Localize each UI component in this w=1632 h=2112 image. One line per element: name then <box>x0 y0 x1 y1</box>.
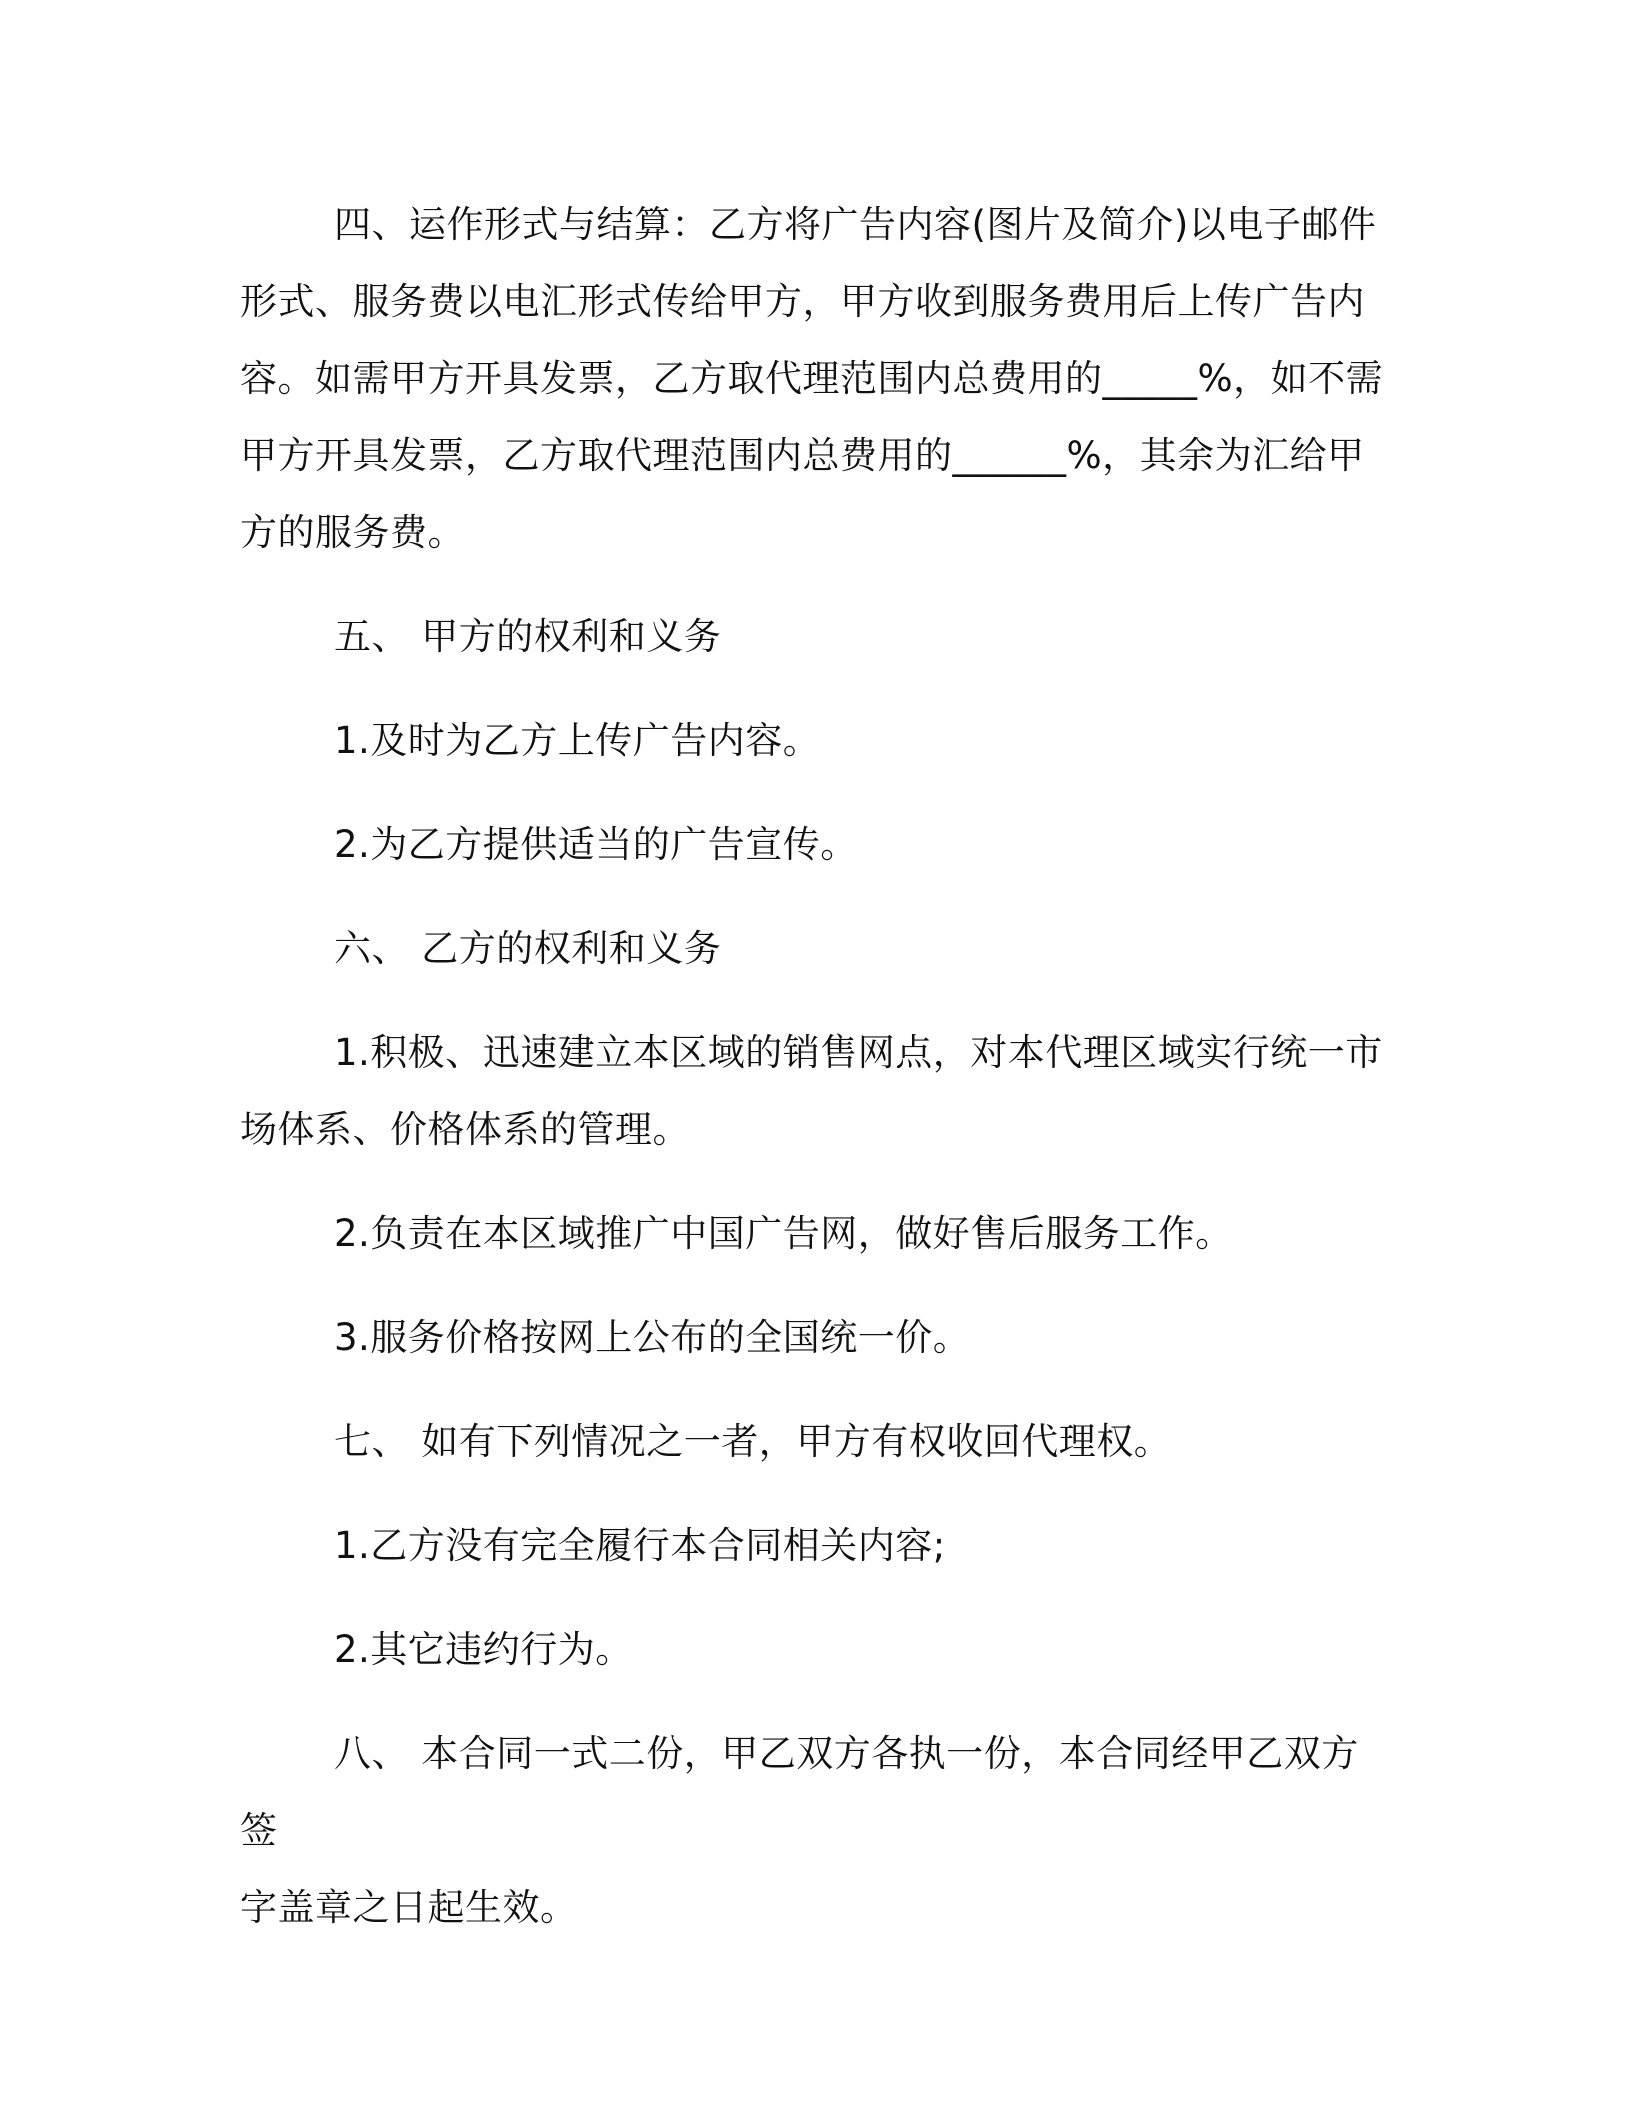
heading-revocation <box>240 1403 1392 1480</box>
text-line: 八、 本合同一式二份，甲乙双方各执一份，本合同经甲乙双方签 <box>240 1732 1359 1852</box>
text-line: 2.为乙方提供适当的广告宣传。 <box>334 823 858 866</box>
text-line: 六、 乙方的权利和义务 <box>334 927 722 970</box>
list-item <box>240 1014 1392 1168</box>
heading-party-a-rights <box>240 598 1392 675</box>
document-body <box>240 186 1392 1946</box>
list-item <box>240 1507 1392 1584</box>
text-line: 五、 甲方的权利和义务 <box>334 615 722 658</box>
text-line: 甲方开具发票，乙方取代理范围内总费用的______%，其余为汇给甲 <box>240 434 1365 477</box>
list-item <box>240 806 1392 883</box>
text-line: 形式、服务费以电汇形式传给甲方，甲方收到服务费用后上传广告内 <box>240 280 1365 323</box>
text-line: 2.其它违约行为。 <box>334 1628 633 1671</box>
list-item <box>240 1299 1392 1376</box>
paragraph-copies <box>240 1715 1392 1946</box>
text-line: 容。如需甲方开具发票，乙方取代理范围内总费用的_____%，如不需 <box>240 357 1384 400</box>
text-line: 3.服务价格按网上公布的全国统一价。 <box>334 1316 971 1359</box>
paragraph-settlement <box>240 186 1392 571</box>
list-item <box>240 1611 1392 1688</box>
text-line: 2.负责在本区域推广中国广告网，做好售后服务工作。 <box>334 1212 1233 1255</box>
text-line: 场体系、价格体系的管理。 <box>240 1108 690 1151</box>
text-line: 四、运作形式与结算：乙方将广告内容(图片及简介)以电子邮件 <box>334 203 1377 246</box>
text-line: 字盖章之日起生效。 <box>240 1886 578 1929</box>
text-line: 1.及时为乙方上传广告内容。 <box>334 719 821 762</box>
heading-party-b-rights <box>240 910 1392 987</box>
text-line: 方的服务费。 <box>240 511 465 554</box>
text-line: 七、 如有下列情况之一者，甲方有权收回代理权。 <box>334 1420 1172 1463</box>
text-line: 1.积极、迅速建立本区域的销售网点，对本代理区域实行统一市 <box>334 1031 1383 1074</box>
list-item <box>240 1195 1392 1272</box>
text-line: 1.乙方没有完全履行本合同相关内容; <box>334 1524 946 1567</box>
list-item <box>240 702 1392 779</box>
